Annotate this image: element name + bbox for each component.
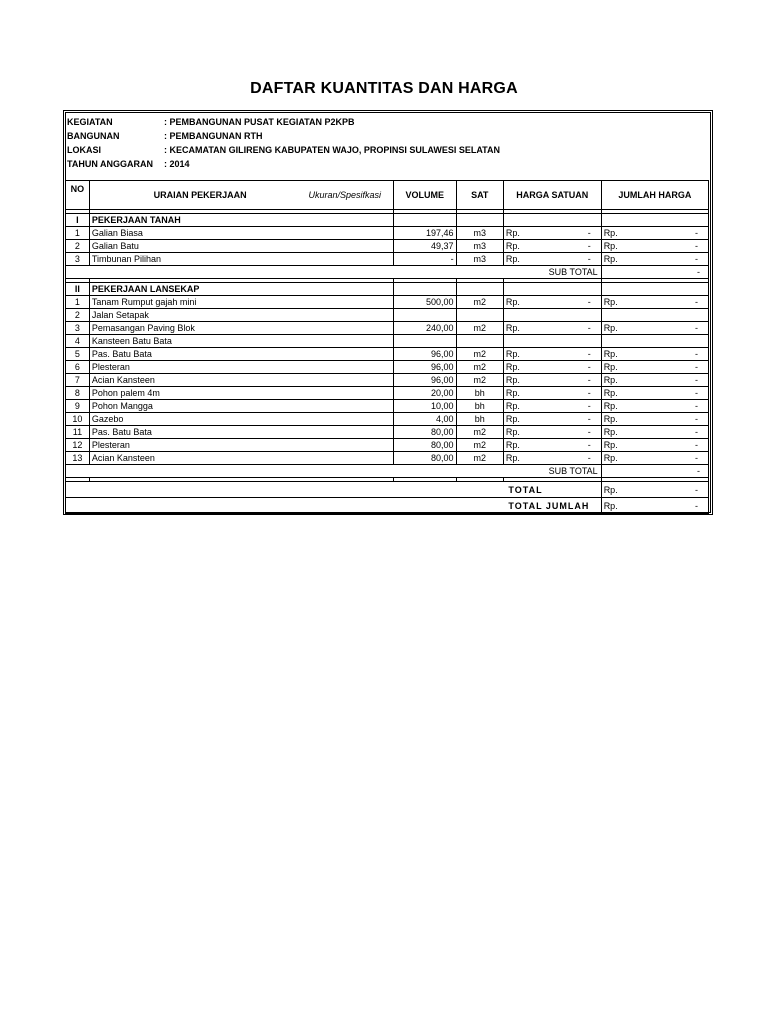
currency-label: Rp. xyxy=(505,362,520,372)
currency-label: Rp. xyxy=(603,254,618,264)
item-total-price xyxy=(601,413,708,426)
currency-label: Rp. xyxy=(505,440,520,450)
info-row-tahun xyxy=(67,157,500,171)
document-inner-border xyxy=(65,112,711,513)
item-unit: bh xyxy=(456,400,503,413)
item-number: 4 xyxy=(66,335,90,348)
item-unit: m2 xyxy=(456,374,503,387)
page-title: DAFTAR KUANTITAS DAN HARGA xyxy=(250,80,518,97)
item-name: Tanam Rumput gajah mini xyxy=(89,296,393,309)
item-unit-price xyxy=(503,348,601,361)
empty-cell xyxy=(456,283,503,296)
currency-label: Rp. xyxy=(603,453,618,463)
section-title: PEKERJAAN LANSEKAP xyxy=(89,283,393,296)
amount-value: - xyxy=(587,349,591,359)
item-number: 2 xyxy=(66,309,90,322)
table-row xyxy=(66,439,709,452)
info-label: BANGUNAN xyxy=(67,131,120,141)
amount-value: - xyxy=(695,254,698,264)
info-value: : 2014 xyxy=(164,159,190,169)
table-row xyxy=(66,227,709,240)
header-jumlah-harga: JUMLAH HARGA xyxy=(601,181,708,210)
item-volume: 4,00 xyxy=(394,413,457,426)
table-header-row xyxy=(66,181,709,210)
info-row-kegiatan xyxy=(67,115,500,129)
empty-cell xyxy=(66,465,90,478)
amount-value: - xyxy=(695,349,698,359)
item-unit-price xyxy=(503,240,601,253)
table-row xyxy=(66,452,709,465)
amount-value: - xyxy=(695,414,698,424)
item-name: Galian Biasa xyxy=(89,227,393,240)
subtotal-label: SUB TOTAL xyxy=(89,266,601,279)
item-unit: m2 xyxy=(456,439,503,452)
section-number: II xyxy=(66,283,90,296)
currency-label: Rp. xyxy=(603,228,618,238)
amount-value: - xyxy=(587,323,591,333)
empty-cell xyxy=(601,214,708,227)
table-row xyxy=(66,335,709,348)
total-jumlah-label: TOTAL JUMLAH xyxy=(503,498,601,514)
amount-value: - xyxy=(695,453,698,463)
item-number: 1 xyxy=(66,227,90,240)
info-value: : PEMBANGUNAN RTH xyxy=(164,131,263,141)
amount-value: - xyxy=(587,440,591,450)
currency-label: Rp. xyxy=(603,388,618,398)
item-volume: 80,00 xyxy=(394,426,457,439)
currency-label: Rp. xyxy=(505,241,520,251)
amount-value: - xyxy=(587,362,591,372)
item-number: 10 xyxy=(66,413,90,426)
amount-value: - xyxy=(695,375,698,385)
header-uraian-label: URAIAN PEKERJAAN xyxy=(153,190,247,200)
currency-label: Rp. xyxy=(603,484,618,495)
empty-cell xyxy=(503,214,601,227)
item-volume: 96,00 xyxy=(394,348,457,361)
item-volume: - xyxy=(394,253,457,266)
header-sat: SAT xyxy=(456,181,503,210)
empty-cell xyxy=(601,283,708,296)
amount-value: - xyxy=(695,362,698,372)
amount-value: - xyxy=(587,453,591,463)
item-name: Kansteen Batu Bata xyxy=(89,335,393,348)
item-total-price xyxy=(601,374,708,387)
item-name: Pohon palem 4m xyxy=(89,387,393,400)
item-number: 2 xyxy=(66,240,90,253)
boq-table xyxy=(65,180,709,514)
section-row xyxy=(66,214,709,227)
empty-cell xyxy=(394,214,457,227)
item-volume: 96,00 xyxy=(394,361,457,374)
item-number: 7 xyxy=(66,374,90,387)
item-total-price xyxy=(601,387,708,400)
item-total-price xyxy=(601,361,708,374)
item-total-price xyxy=(601,322,708,335)
subtotal-label: SUB TOTAL xyxy=(89,465,601,478)
item-unit-price xyxy=(503,413,601,426)
item-total-price xyxy=(601,348,708,361)
amount-value: - xyxy=(695,388,698,398)
item-name: Acian Kansteen xyxy=(89,452,393,465)
item-unit-price xyxy=(503,361,601,374)
item-unit-price xyxy=(503,227,601,240)
section-number: I xyxy=(66,214,90,227)
item-volume: 500,00 xyxy=(394,296,457,309)
item-name: Pas. Batu Bata xyxy=(89,426,393,439)
amount-value: - xyxy=(695,297,698,307)
header-harga-satuan: HARGA SATUAN xyxy=(503,181,601,210)
item-unit: m3 xyxy=(456,253,503,266)
item-unit-price xyxy=(503,296,601,309)
amount-value: - xyxy=(695,440,698,450)
item-name: Galian Batu xyxy=(89,240,393,253)
subtotal-value: - xyxy=(601,266,708,279)
currency-label: Rp. xyxy=(505,427,520,437)
empty-cell xyxy=(66,266,90,279)
item-total-price xyxy=(601,240,708,253)
item-unit xyxy=(456,309,503,322)
table-row xyxy=(66,253,709,266)
info-row-lokasi xyxy=(67,143,500,157)
item-total-price xyxy=(601,400,708,413)
currency-label: Rp. xyxy=(505,388,520,398)
total-row xyxy=(66,482,709,498)
amount-value: - xyxy=(587,401,591,411)
info-label: TAHUN ANGGARAN xyxy=(67,159,153,169)
amount-value: - xyxy=(695,241,698,251)
amount-value: - xyxy=(587,297,591,307)
item-unit-price xyxy=(503,426,601,439)
currency-label: Rp. xyxy=(505,254,520,264)
amount-value: - xyxy=(695,427,698,437)
item-name: Jalan Setapak xyxy=(89,309,393,322)
item-unit: bh xyxy=(456,387,503,400)
item-name: Pas. Batu Bata xyxy=(89,348,393,361)
item-total-price xyxy=(601,335,708,348)
table-row xyxy=(66,361,709,374)
currency-label: Rp. xyxy=(603,427,618,437)
item-volume: 49,37 xyxy=(394,240,457,253)
item-name: Gazebo xyxy=(89,413,393,426)
currency-label: Rp. xyxy=(603,323,618,333)
currency-label: Rp. xyxy=(603,500,618,511)
item-volume: 20,00 xyxy=(394,387,457,400)
item-total-price xyxy=(601,253,708,266)
empty-cell xyxy=(394,283,457,296)
currency-label: Rp. xyxy=(603,297,618,307)
item-unit: m2 xyxy=(456,296,503,309)
document-frame xyxy=(63,110,713,515)
item-unit-price xyxy=(503,452,601,465)
item-number: 9 xyxy=(66,400,90,413)
item-unit-price xyxy=(503,309,601,322)
total-jumlah-value xyxy=(601,498,708,514)
item-volume xyxy=(394,335,457,348)
table-row xyxy=(66,322,709,335)
item-unit-price xyxy=(503,387,601,400)
item-number: 8 xyxy=(66,387,90,400)
table-row xyxy=(66,240,709,253)
currency-label: Rp. xyxy=(505,349,520,359)
item-name: Plesteran xyxy=(89,361,393,374)
header-no: NO xyxy=(66,181,90,210)
amount-value: - xyxy=(587,228,591,238)
item-unit: m2 xyxy=(456,361,503,374)
amount-value: - xyxy=(587,375,591,385)
item-volume: 80,00 xyxy=(394,452,457,465)
item-number: 3 xyxy=(66,322,90,335)
subtotal-value: - xyxy=(601,465,708,478)
amount-value: - xyxy=(587,241,591,251)
currency-label: Rp. xyxy=(603,440,618,450)
empty-cell xyxy=(66,482,504,498)
item-number: 11 xyxy=(66,426,90,439)
item-unit xyxy=(456,335,503,348)
amount-value: - xyxy=(695,323,698,333)
item-total-price xyxy=(601,309,708,322)
table-row xyxy=(66,296,709,309)
info-row-bangunan xyxy=(67,129,500,143)
amount-value: - xyxy=(695,228,698,238)
currency-label: Rp. xyxy=(505,453,520,463)
item-unit-price xyxy=(503,439,601,452)
amount-value: - xyxy=(587,427,591,437)
project-info xyxy=(67,115,500,171)
item-number: 6 xyxy=(66,361,90,374)
currency-label: Rp. xyxy=(505,414,520,424)
section-title: PEKERJAAN TANAH xyxy=(89,214,393,227)
item-unit: m2 xyxy=(456,452,503,465)
amount-value: - xyxy=(587,388,591,398)
amount-value: - xyxy=(587,414,591,424)
table-row xyxy=(66,400,709,413)
total-jumlah-row xyxy=(66,498,709,514)
item-number: 12 xyxy=(66,439,90,452)
item-volume xyxy=(394,309,457,322)
currency-label: Rp. xyxy=(505,297,520,307)
table-row xyxy=(66,309,709,322)
currency-label: Rp. xyxy=(505,401,520,411)
currency-label: Rp. xyxy=(603,362,618,372)
item-unit-price xyxy=(503,374,601,387)
item-number: 13 xyxy=(66,452,90,465)
item-unit: m3 xyxy=(456,227,503,240)
item-number: 5 xyxy=(66,348,90,361)
info-label: KEGIATAN xyxy=(67,117,113,127)
item-name: Timbunan Pilihan xyxy=(89,253,393,266)
header-volume: VOLUME xyxy=(394,181,457,210)
info-label: LOKASI xyxy=(67,145,102,155)
item-unit: m2 xyxy=(456,322,503,335)
item-total-price xyxy=(601,296,708,309)
item-name: Plesteran xyxy=(89,439,393,452)
table-row xyxy=(66,348,709,361)
item-volume: 240,00 xyxy=(394,322,457,335)
currency-label: Rp. xyxy=(505,228,520,238)
subtotal-row xyxy=(66,266,709,279)
table-row xyxy=(66,387,709,400)
total-label: TOTAL xyxy=(503,482,601,498)
subtotal-row xyxy=(66,465,709,478)
info-value: : PEMBANGUNAN PUSAT KEGIATAN P2KPB xyxy=(164,117,355,127)
table-row xyxy=(66,426,709,439)
currency-label: Rp. xyxy=(603,375,618,385)
item-total-price xyxy=(601,227,708,240)
currency-label: Rp. xyxy=(603,349,618,359)
item-volume: 80,00 xyxy=(394,439,457,452)
amount-value: - xyxy=(695,401,698,411)
info-value: : KECAMATAN GILIRENG KABUPATEN WAJO, PROPINSI SULAWESI SELATAN xyxy=(164,145,501,155)
item-name: Pemasangan Paving Blok xyxy=(89,322,393,335)
empty-cell xyxy=(456,214,503,227)
item-name: Pohon Mangga xyxy=(89,400,393,413)
header-uraian xyxy=(89,181,393,210)
item-total-price xyxy=(601,426,708,439)
item-number: 1 xyxy=(66,296,90,309)
amount-value: - xyxy=(695,500,698,511)
section-row xyxy=(66,283,709,296)
item-total-price xyxy=(601,452,708,465)
item-unit-price xyxy=(503,253,601,266)
amount-value: - xyxy=(695,484,698,495)
currency-label: Rp. xyxy=(505,323,520,333)
currency-label: Rp. xyxy=(603,414,618,424)
item-unit-price xyxy=(503,400,601,413)
item-number: 3 xyxy=(66,253,90,266)
table-row xyxy=(66,374,709,387)
currency-label: Rp. xyxy=(603,241,618,251)
item-unit-price xyxy=(503,322,601,335)
currency-label: Rp. xyxy=(603,401,618,411)
item-volume: 10,00 xyxy=(394,400,457,413)
table-row xyxy=(66,413,709,426)
item-unit: m2 xyxy=(456,348,503,361)
total-value xyxy=(601,482,708,498)
item-volume: 96,00 xyxy=(394,374,457,387)
amount-value: - xyxy=(587,254,591,264)
empty-cell xyxy=(503,283,601,296)
item-total-price xyxy=(601,439,708,452)
currency-label: Rp. xyxy=(505,375,520,385)
empty-cell xyxy=(66,498,504,514)
item-volume: 197,46 xyxy=(394,227,457,240)
item-unit-price xyxy=(503,335,601,348)
item-name: Acian Kansteen xyxy=(89,374,393,387)
header-spec: Ukuran/Spesifkasi xyxy=(308,190,382,200)
item-unit: m2 xyxy=(456,426,503,439)
item-unit: m3 xyxy=(456,240,503,253)
item-unit: bh xyxy=(456,413,503,426)
